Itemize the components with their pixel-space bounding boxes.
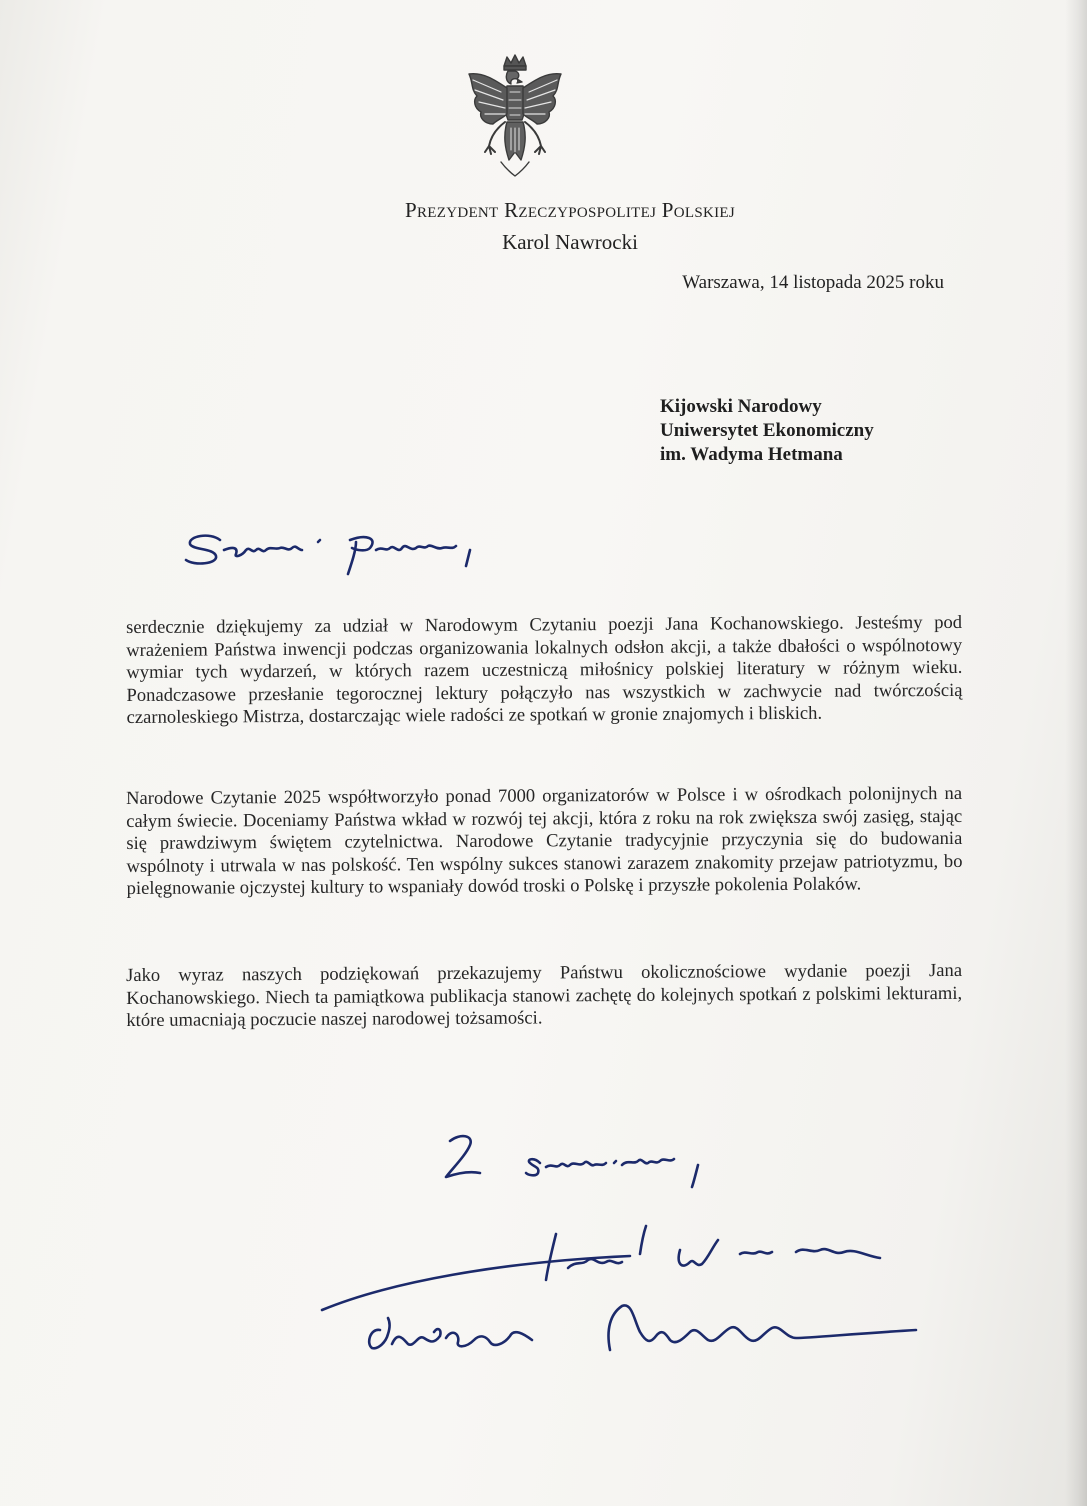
body-paragraph: serdecznie dziękujemy za udział w Narodowym Czytaniu poezji Jana Kochanowskiego. Jesteśmy pod wrażeniem Państwa inwencji podczas organizowania lokalnych odsłon akcji, a także dbałości o wspólnotowy wymiar tych wydarzeń, w których razem uczestniczą miłośnicy polskiej literatury w różnym wieku. Ponadczasowe przesłanie tegorocznej lektury połączyło nas wszystkich w zachwycie nad twórczością czarnoleskiego Mistrza, dostarczając wiele radości ze spotkań w gronie znajomych i bliskich.	[126, 611, 963, 728]
paper-edge-shadow	[1065, 0, 1087, 1506]
header-name: Karol Nawrocki	[502, 230, 638, 254]
handwritten-salutation	[180, 520, 500, 580]
handwritten-signature	[310, 1210, 910, 1380]
body-paragraph: Jako wyraz naszych podziękowań przekazujemy Państwu okolicznościowe wydanie poezji Jana Kochanowskiego. Niech ta pamiątkowa publikacja stanowi zachętę do kolejnych spotkań z polskimi lekturami, które umacniają poczucie naszej narodowej tożsamości.	[126, 959, 963, 1031]
header-title: Prezydent Rzeczypospolitej Polskiej	[404, 198, 736, 222]
recipient-address	[660, 395, 874, 467]
body-paragraph: Narodowe Czytanie 2025 współtworzyło ponad 7000 organizatorów w Polsce i w ośrodkach polonijnych na całym świecie. Doceniamy Państwa wkład w rozwój tej akcji, która z roku na rok zwiększa swój zasięg, stając się prawdziwym świętem czytelnictwa. Narodowe Czytanie tradycyjnie przyczynia się do budowania wspólnoty i utrwala w nas polskość. Ten wspólny sukces stanowi zarazem znakomity przejaw patriotyzmu, bo pielęgnowanie ojczystej kultury to wspaniały dowód troski o Polskę i przyszłe pokolenia Polaków.	[126, 782, 963, 899]
handwritten-closing	[430, 1125, 770, 1195]
letter-date: Warszawa, 14 listopada 2025 roku	[682, 272, 944, 293]
polish-eagle-emblem-icon	[461, 52, 569, 182]
recipient-line: Uniwersytet Ekonomiczny	[660, 420, 874, 441]
recipient-line: im. Wadyma Hetmana	[660, 444, 843, 465]
recipient-line: Kijowski Narodowy	[660, 396, 822, 417]
